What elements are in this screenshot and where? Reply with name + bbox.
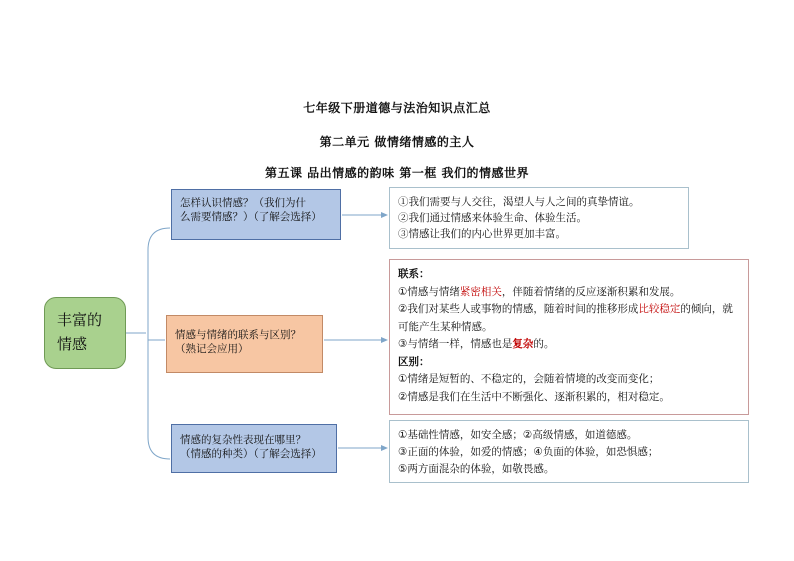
answer-box-3 — [389, 420, 749, 483]
link-item-3-pre: ③与情绪一样，情感也是 — [398, 338, 513, 350]
link-item-1-post: ，伴随着情绪的反应逐渐积累和发展。 — [501, 285, 681, 298]
hub-line-1: 丰富的 — [57, 311, 103, 329]
q1-line-2: 么需要情感？）（了解会选择） — [180, 211, 322, 223]
answer-box-1 — [389, 187, 689, 249]
link-item-1-highlight: 紧密相关 — [459, 285, 502, 298]
link-item-1-pre: ①情感与情绪 — [398, 285, 460, 298]
link-item-2-post: 的倾向，就可能产生某种情感。 — [398, 303, 733, 333]
link-item-3-highlight: 复杂 — [512, 338, 534, 350]
q2-line-2: （熟记会应用） — [175, 343, 249, 355]
diff-item-2: ②情感是我们在生活中不断强化、逐渐积累的，相对稳定。 — [398, 390, 670, 403]
a1-item-1: ①我们需要与人交往，渴望人与人之间的真挚情谊。 — [398, 196, 640, 208]
q1-line-1: 怎样认识情感？（我们为什 — [180, 197, 306, 209]
arrow-head-3 — [381, 445, 388, 451]
diff-item-1: ①情绪是短暂的、不稳定的，会随着情境的改变而变化； — [398, 373, 660, 385]
topic-hub — [44, 297, 126, 369]
a1-item-3: ③情感让我们的内心世界更加丰富。 — [398, 228, 566, 240]
q2-line-1: 情感与情绪的联系与区别？ — [175, 329, 301, 341]
q3-line-2: （情感的种类）（了解会选择） — [180, 448, 322, 460]
question-box-3 — [171, 424, 337, 473]
unit-title: 第二单元 做情绪情感的主人 — [319, 135, 475, 149]
link-item-2-pre: ②我们对某些人或事物的情感，随着时间的推移形成 — [398, 303, 639, 315]
link-item-3-post: 的。 — [533, 338, 555, 350]
question-box-1 — [171, 189, 341, 240]
answer-box-2 — [389, 259, 749, 415]
link-item-2-highlight: 比较稳定 — [638, 303, 681, 315]
link-item-2 — [398, 301, 740, 336]
q3-line-1: 情感的复杂性表现在哪里？ — [180, 434, 306, 446]
link-item-3 — [398, 336, 740, 354]
a3-item-3: ⑤两方面混杂的体验，如敬畏感。 — [398, 463, 555, 475]
hub-line-2: 情感 — [57, 335, 88, 353]
arrow-head-2 — [381, 337, 388, 343]
arrow-head-1 — [381, 212, 388, 218]
link-heading: 联系： — [398, 268, 430, 280]
a1-item-2: ②我们通过情感来体验生命、体验生活。 — [398, 212, 587, 224]
lesson-title: 第五课 品出情感的韵味 第一框 我们的情感世界 — [264, 166, 530, 180]
question-box-2 — [166, 315, 323, 373]
diff-heading: 区别： — [398, 355, 430, 368]
link-item-1 — [398, 284, 740, 302]
a3-item-2: ③正面的体验，如爱的情感；④负面的体验，如恐惧感； — [398, 446, 659, 458]
a3-item-1: ①基础性情感，如安全感；②高级情感，如道德感。 — [398, 429, 638, 441]
page-title: 七年级下册道德与法治知识点汇总 — [303, 101, 491, 115]
